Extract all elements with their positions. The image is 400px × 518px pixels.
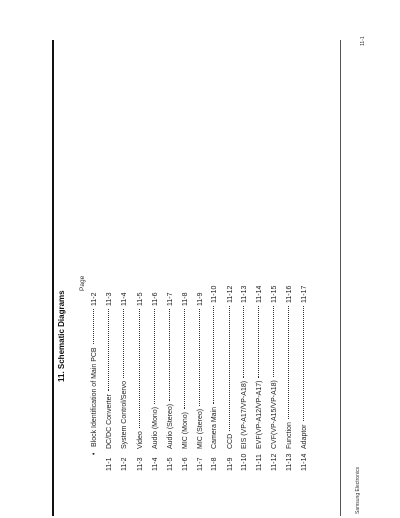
toc-leader-dots xyxy=(303,306,304,421)
footer-text: Samsung Electronics xyxy=(355,467,361,514)
toc-number: 11-2 xyxy=(121,457,128,471)
toc-number: 11-12 xyxy=(271,453,278,471)
toc-leader-dots xyxy=(229,306,230,431)
toc-page: 11-7 xyxy=(167,292,174,306)
toc-label: Audio (Mono) xyxy=(152,406,159,449)
toc-number: 11-7 xyxy=(197,457,204,471)
toc-label: System Control/Servo xyxy=(121,380,128,449)
toc-page: 11-17 xyxy=(301,285,308,303)
right-vertical-rule xyxy=(340,40,341,516)
toc-number: 11-9 xyxy=(227,457,234,471)
toc-leader-dots xyxy=(169,309,170,401)
toc-label: MIC (Mono) xyxy=(182,412,189,449)
toc-page: 11-14 xyxy=(256,285,263,303)
toc-number: 11-5 xyxy=(167,457,174,471)
toc-leader-dots xyxy=(139,309,140,428)
toc-row[interactable] xyxy=(256,285,264,471)
toc-leader-dots xyxy=(108,309,109,391)
toc-number: 11-4 xyxy=(152,457,159,471)
toc-label: EVF(VP-A12/VP-A17) xyxy=(256,380,263,449)
toc-number: 11-1 xyxy=(106,457,113,471)
toc-number: 11-6 xyxy=(182,457,189,471)
toc-label: CVF(VP-A15/VP-A18) xyxy=(271,380,278,449)
toc-page: 11-4 xyxy=(121,292,128,306)
toc-row[interactable] xyxy=(286,285,294,471)
toc-label: DC/DC Converter xyxy=(106,394,113,449)
toc-leader-dots xyxy=(93,309,94,344)
left-vertical-rule xyxy=(52,40,54,516)
toc-leader-dots xyxy=(273,306,274,377)
page-number: 11-1 xyxy=(360,36,366,46)
toc-page: 11-16 xyxy=(286,285,293,303)
toc-number: 11-14 xyxy=(301,453,308,471)
page-title: 11. Schematic Diagrams xyxy=(57,290,66,382)
toc-leader-dots xyxy=(258,306,259,378)
toc-row[interactable] xyxy=(152,288,160,471)
toc-label: Adaptor xyxy=(301,424,308,449)
toc-number: 11-11 xyxy=(256,454,263,471)
toc-row[interactable] xyxy=(167,288,175,471)
toc-row[interactable] xyxy=(271,285,279,471)
toc-page: 11-10 xyxy=(211,285,218,303)
toc-label: Block Identification of Main PCB xyxy=(91,347,98,447)
toc-row[interactable] xyxy=(211,285,219,471)
toc-leader-dots xyxy=(123,309,124,378)
toc-row[interactable] xyxy=(91,288,99,455)
toc-bullet: • xyxy=(91,452,98,455)
toc-label: EIS (VP-A17/VP-A18) xyxy=(241,380,248,449)
toc-label: Video xyxy=(137,431,144,449)
toc-label: Function xyxy=(286,422,293,449)
toc-leader-dots xyxy=(243,306,244,378)
toc-row[interactable] xyxy=(241,285,249,471)
toc-leader-dots xyxy=(184,309,185,409)
toc-label: MIC (Stereo) xyxy=(197,408,204,449)
toc-row[interactable] xyxy=(182,288,190,471)
toc-page: 11-3 xyxy=(106,292,113,306)
toc-page: 11-5 xyxy=(137,292,144,306)
toc-number: 11-8 xyxy=(211,457,218,471)
toc-leader-dots xyxy=(154,309,155,404)
toc-row[interactable] xyxy=(106,288,114,471)
toc-leader-dots xyxy=(288,306,289,419)
toc-row[interactable] xyxy=(301,285,309,471)
toc-page: 11-15 xyxy=(271,285,278,303)
toc-row[interactable] xyxy=(121,288,129,471)
toc-leader-dots xyxy=(199,309,200,406)
toc-row[interactable] xyxy=(227,285,235,471)
page-column-header: Page xyxy=(79,275,86,291)
toc-number: 11-3 xyxy=(137,457,144,471)
toc-row[interactable] xyxy=(137,288,145,471)
toc-page: 11-2 xyxy=(91,292,98,306)
toc-label: CCD xyxy=(227,433,234,449)
toc-number: 11-13 xyxy=(286,453,293,471)
toc-label: Audio (Stereo) xyxy=(167,403,174,449)
toc-label: Camera Main xyxy=(211,406,218,449)
toc-page: 11-6 xyxy=(152,292,159,306)
toc-leader-dots xyxy=(213,306,214,404)
toc-number: 11-10 xyxy=(241,453,248,471)
toc-page: 11-9 xyxy=(197,292,204,306)
toc-page: 11-12 xyxy=(227,285,234,303)
toc-row[interactable] xyxy=(197,288,205,471)
toc-page: 11-8 xyxy=(182,292,189,306)
toc-page: 11-13 xyxy=(241,285,248,303)
